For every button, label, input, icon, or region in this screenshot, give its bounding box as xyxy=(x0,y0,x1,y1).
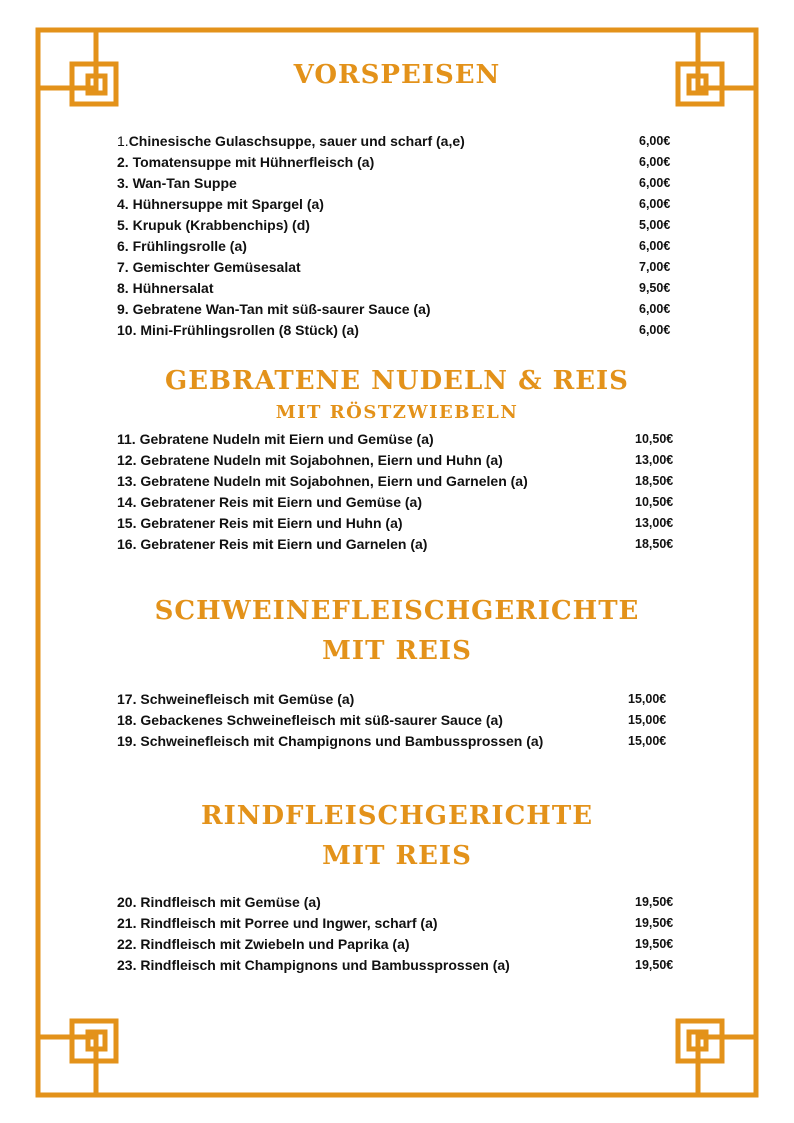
menu-item: 19. Schweinefleisch mit Champignons und Bambussprossen (a) 15,00€ xyxy=(117,733,667,749)
item-price: 18,50€ xyxy=(635,474,674,488)
menu-item: 10. Mini-Frühlingsrollen (8 Stück) (a) 6,00€ xyxy=(117,322,671,338)
section-title-rind-line2: MIT REIS xyxy=(322,841,472,871)
item-price: 5,00€ xyxy=(639,218,671,232)
item-name: Tomatensuppe mit Hühnerfleisch (a) xyxy=(132,154,375,170)
section-title-vorspeisen: VORSPEISEN xyxy=(293,60,501,90)
menu-item: 18. Gebackenes Schweinefleisch mit süß-saurer Sauce (a) 15,00€ xyxy=(117,712,667,728)
item-name: Hühnersuppe mit Spargel (a) xyxy=(132,196,324,212)
item-price: 15,00€ xyxy=(628,692,667,706)
menu-item: 4. Hühnersuppe mit Spargel (a) 6,00€ xyxy=(117,196,671,212)
item-name: Mini-Frühlingsrollen (8 Stück) (a) xyxy=(140,322,359,338)
item-price: 6,00€ xyxy=(639,302,671,316)
menu-item: 14. Gebratener Reis mit Eiern und Gemüse (a) 10,50€ xyxy=(117,494,674,510)
menu-item: 5. Krupuk (Krabbenchips) (d) 5,00€ xyxy=(117,217,671,233)
item-name: Rindfleisch mit Zwiebeln und Paprika (a) xyxy=(140,936,410,952)
item-price: 19,50€ xyxy=(635,916,674,930)
item-price: 7,00€ xyxy=(639,260,671,274)
item-name: Gebratene Nudeln mit Eiern und Gemüse (a) xyxy=(139,431,434,447)
item-price: 6,00€ xyxy=(639,176,671,190)
item-price: 10,50€ xyxy=(635,495,674,509)
section-title-nudeln-reis: GEBRATENE NUDELN & REIS xyxy=(165,366,629,396)
menu-list-vorspeisen xyxy=(117,133,671,343)
menu-item: 13. Gebratene Nudeln mit Sojabohnen, Eiern und Garnelen (a) 18,50€ xyxy=(117,473,674,489)
item-name: Schweinefleisch mit Gemüse (a) xyxy=(140,691,355,707)
item-price: 13,00€ xyxy=(635,516,674,530)
menu-item: 8. Hühnersalat 9,50€ xyxy=(117,280,671,296)
item-price: 6,00€ xyxy=(639,239,671,253)
menu-item: 7. Gemischter Gemüsesalat 7,00€ xyxy=(117,259,671,275)
item-name: Rindfleisch mit Gemüse (a) xyxy=(140,894,321,910)
item-price: 18,50€ xyxy=(635,537,674,551)
item-price: 19,50€ xyxy=(635,958,674,972)
item-name: Schweinefleisch mit Champignons und Bambussprossen (a) xyxy=(140,733,544,749)
menu-list-schwein xyxy=(117,691,667,754)
menu-item: 23. Rindfleisch mit Champignons und Bambussprossen (a) 19,50€ xyxy=(117,957,674,973)
item-name: Krupuk (Krabbenchips) (d) xyxy=(132,217,310,233)
menu-item: 20. Rindfleisch mit Gemüse (a) 19,50€ xyxy=(117,894,674,910)
item-price: 15,00€ xyxy=(628,734,667,748)
item-name: Rindfleisch mit Porree und Ingwer, scharf (a) xyxy=(140,915,438,931)
item-price: 6,00€ xyxy=(639,323,671,337)
item-name: Gebratene Wan-Tan mit süß-saurer Sauce (a) xyxy=(132,301,431,317)
menu-item: 9. Gebratene Wan-Tan mit süß-saurer Sauce (a) 6,00€ xyxy=(117,301,671,317)
item-name: Frühlingsrolle (a) xyxy=(132,238,247,254)
item-name: Gebackenes Schweinefleisch mit süß-saurer Sauce (a) xyxy=(140,712,503,728)
menu-item: 12. Gebratene Nudeln mit Sojabohnen, Eiern und Huhn (a) 13,00€ xyxy=(117,452,674,468)
section-subtitle-nudeln-reis: MIT RÖSTZWIEBELN xyxy=(275,402,519,423)
item-price: 10,50€ xyxy=(635,432,674,446)
menu-item: 1.Chinesische Gulaschsuppe, sauer und scharf (a,e) 6,00€ xyxy=(117,133,671,149)
menu-item: 11. Gebratene Nudeln mit Eiern und Gemüse (a) 10,50€ xyxy=(117,431,674,447)
item-price: 13,00€ xyxy=(635,453,674,467)
item-price: 9,50€ xyxy=(639,281,671,295)
item-price: 19,50€ xyxy=(635,937,674,951)
item-name: Hühnersalat xyxy=(132,280,214,296)
item-price: 6,00€ xyxy=(639,134,671,148)
item-name: Gebratener Reis mit Eiern und Garnelen (a) xyxy=(140,536,428,552)
section-title-rind-line1: RINDFLEISCHGERICHTE xyxy=(200,801,594,831)
item-name: Wan-Tan Suppe xyxy=(132,175,237,191)
item-price: 19,50€ xyxy=(635,895,674,909)
item-name: Chinesische Gulaschsuppe, sauer und scharf (a,e) xyxy=(128,133,465,149)
menu-item: 15. Gebratener Reis mit Eiern und Huhn (a) 13,00€ xyxy=(117,515,674,531)
section-title-schwein-line2: MIT REIS xyxy=(322,636,472,666)
item-name: Gebratener Reis mit Eiern und Gemüse (a) xyxy=(140,494,422,510)
item-price: 6,00€ xyxy=(639,155,671,169)
menu-item: 17. Schweinefleisch mit Gemüse (a) 15,00€ xyxy=(117,691,667,707)
menu-item: 6. Frühlingsrolle (a) 6,00€ xyxy=(117,238,671,254)
item-name: Gemischter Gemüsesalat xyxy=(132,259,301,275)
menu-list-nudeln-reis xyxy=(117,431,674,557)
item-name: Gebratene Nudeln mit Sojabohnen, Eiern und Huhn (a) xyxy=(140,452,503,468)
item-name: Gebratene Nudeln mit Sojabohnen, Eiern und Garnelen (a) xyxy=(140,473,528,489)
menu-item: 22. Rindfleisch mit Zwiebeln und Paprika (a) 19,50€ xyxy=(117,936,674,952)
menu-item: 3. Wan-Tan Suppe 6,00€ xyxy=(117,175,671,191)
menu-item: 16. Gebratener Reis mit Eiern und Garnelen (a) 18,50€ xyxy=(117,536,674,552)
menu-item: 21. Rindfleisch mit Porree und Ingwer, scharf (a) 19,50€ xyxy=(117,915,674,931)
item-price: 6,00€ xyxy=(639,197,671,211)
corner-ornament-bottom-right xyxy=(678,1021,756,1095)
menu-item: 2. Tomatensuppe mit Hühnerfleisch (a) 6,00€ xyxy=(117,154,671,170)
item-price: 15,00€ xyxy=(628,713,667,727)
section-title-schwein-line1: SCHWEINEFLEISCHGERICHTE xyxy=(154,596,640,626)
menu-list-rind xyxy=(117,894,674,978)
item-name: Gebratener Reis mit Eiern und Huhn (a) xyxy=(140,515,403,531)
corner-ornament-bottom-left xyxy=(38,1021,116,1095)
item-name: Rindfleisch mit Champignons und Bambussprossen (a) xyxy=(140,957,510,973)
